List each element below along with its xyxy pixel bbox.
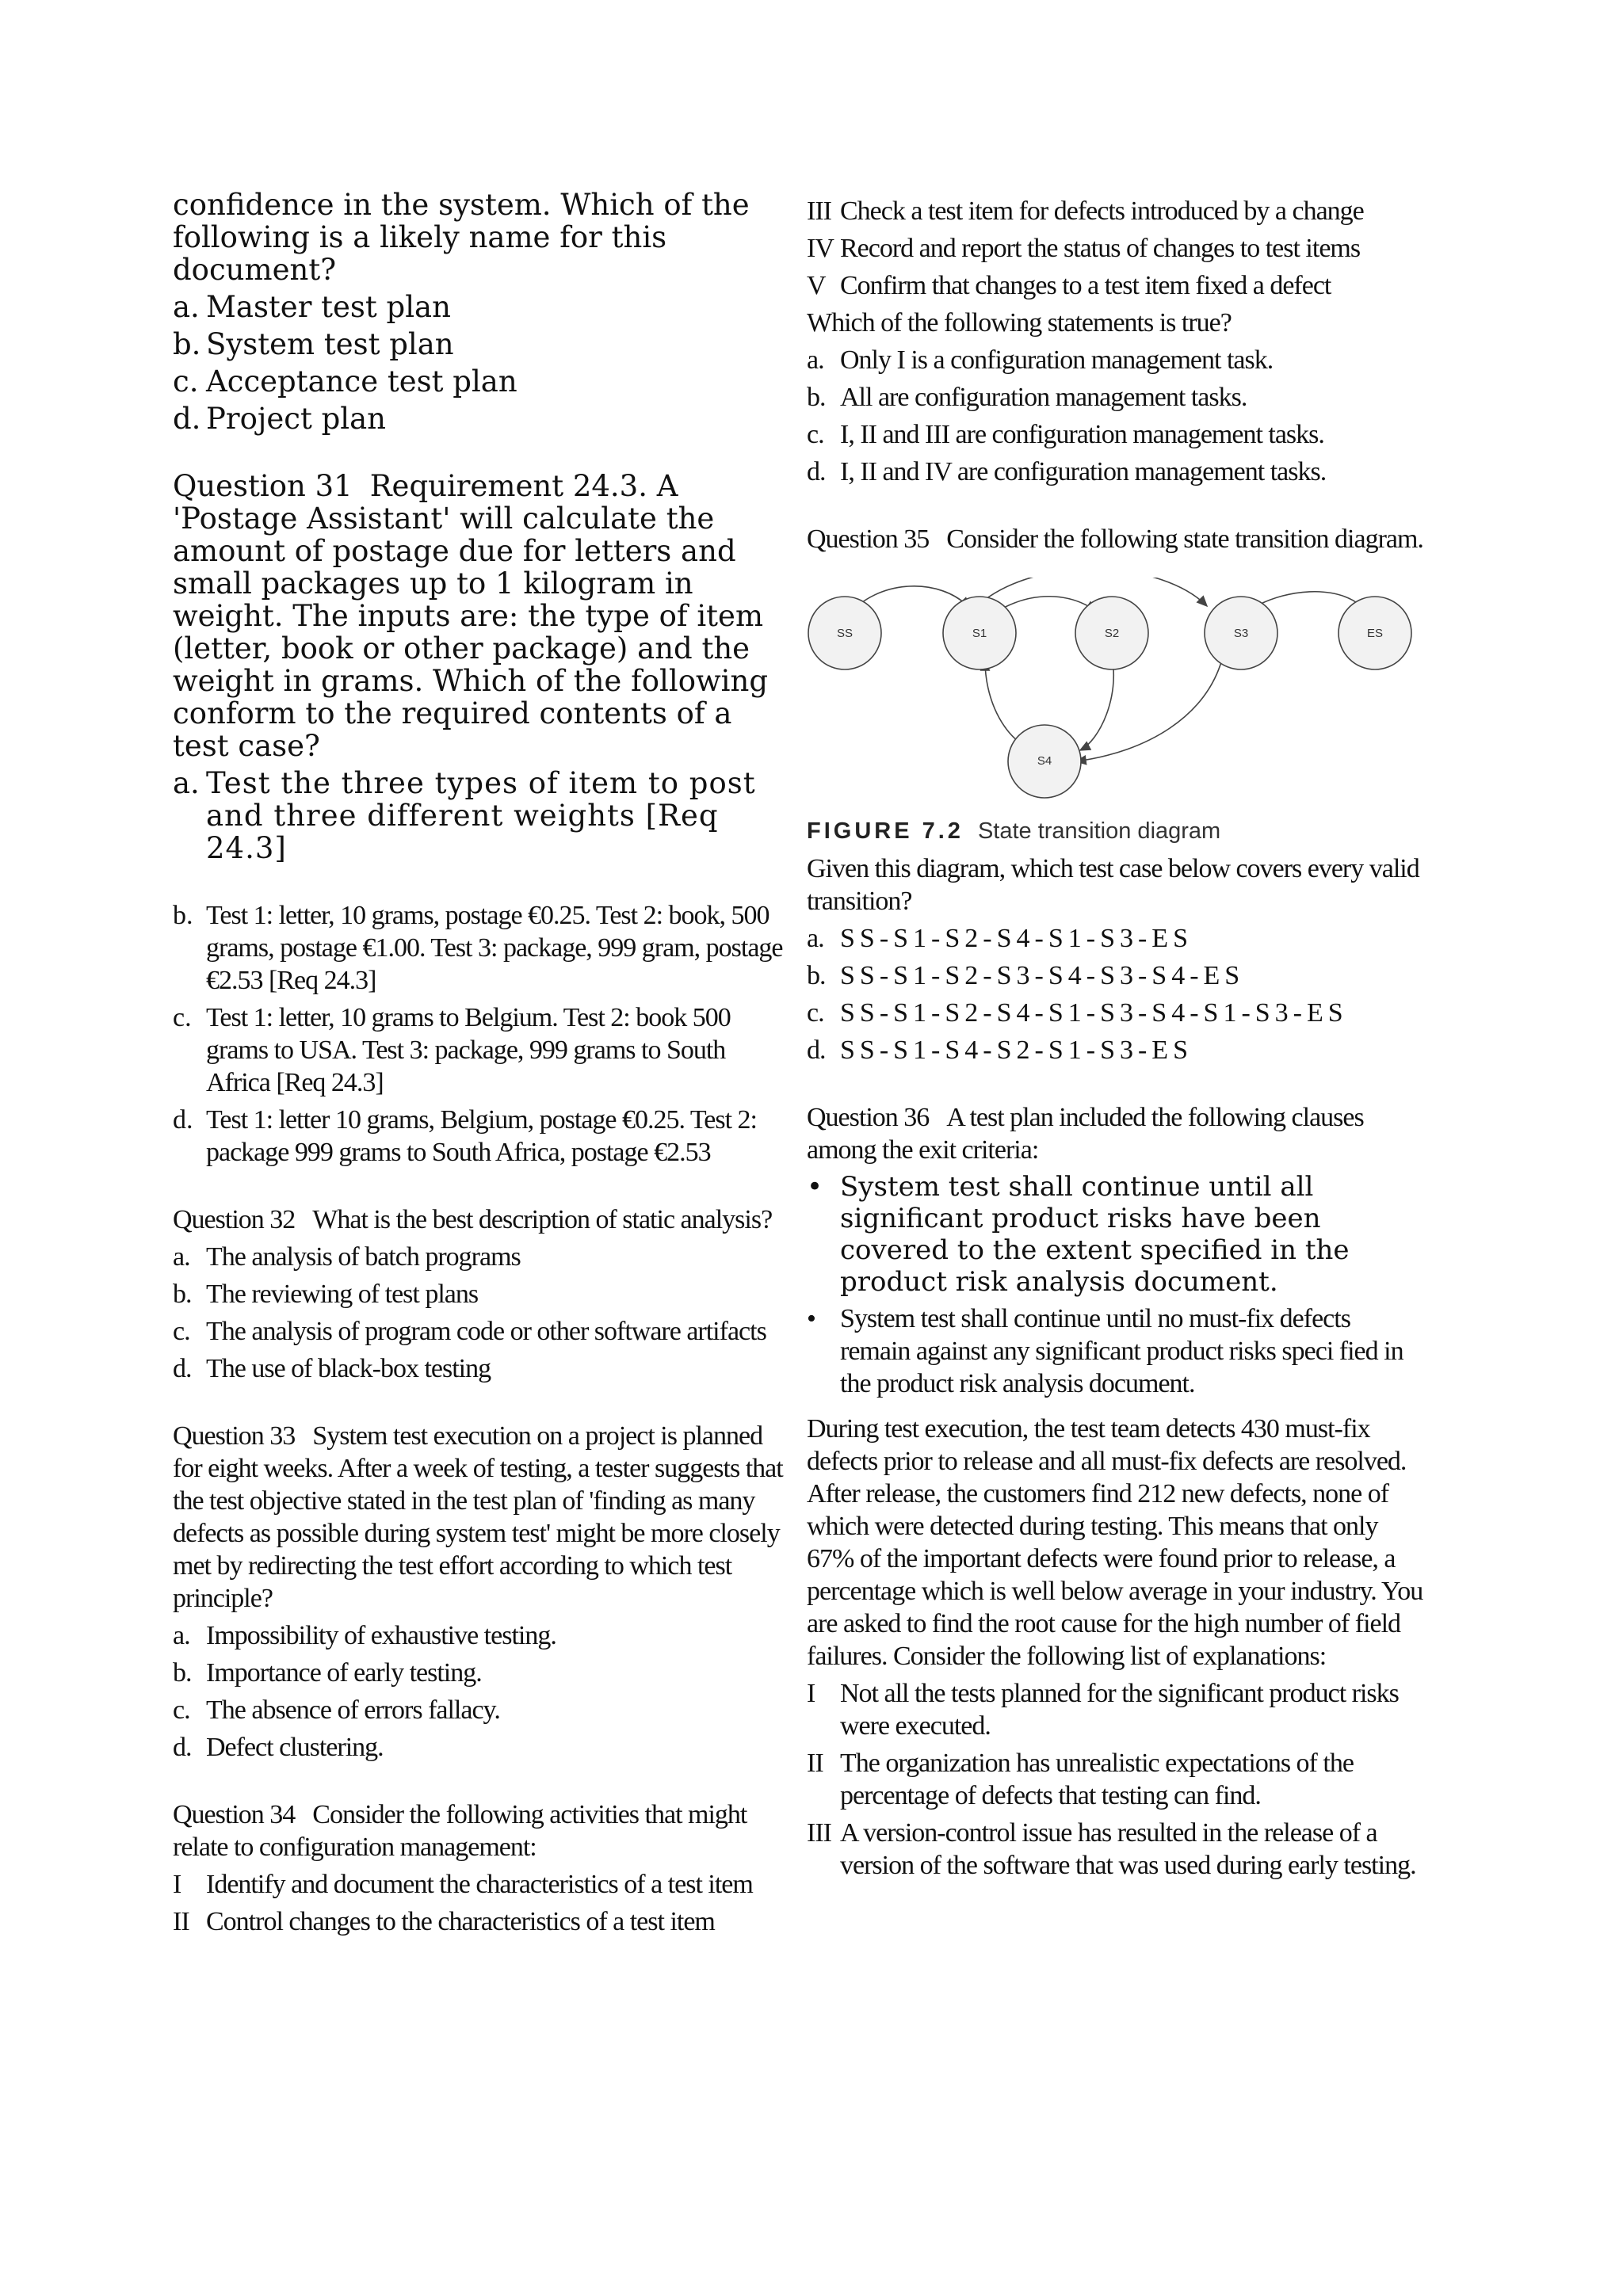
q34-option-c	[807, 418, 1425, 451]
option-text: The analysis of batch programs	[206, 1242, 521, 1272]
option-text: Defect clustering.	[206, 1733, 384, 1762]
exit-criterion-2: • System test shall continue until no must-fix defects remain against any significant product risks speci fied in the product risk analysis document.	[807, 1302, 1425, 1400]
bullet-text: System test shall continue until no must-fix defects remain against any significant product risks speci fied in the product risk analysis document.	[840, 1304, 1403, 1398]
option-label: b.	[173, 1658, 192, 1688]
q34-option-b	[807, 381, 1425, 414]
q35-option-a	[807, 922, 1425, 955]
option-text: The use of black-box testing	[206, 1354, 491, 1383]
option-text: Master test plan	[206, 290, 451, 324]
figure-title: State transition diagram	[977, 818, 1221, 844]
option-label: c.	[173, 1317, 190, 1346]
state-label-s4: S4	[1037, 754, 1052, 768]
q34-option-a	[807, 344, 1425, 376]
option-text: System test plan	[206, 327, 454, 361]
q36-body: During test execution, the test team detects 430 must-fix defects prior to release and all must-fix defects are resolved. After release, the customers find 212 new defects, none of which were detected during testing. This means that only 67% of the important defects were found prior to release, a percentage which is well below average in your industry. You are asked to find the root cause for the high number of field failures. Consider the following list of explanations:	[807, 1414, 1423, 1671]
roman-label: IV	[807, 234, 834, 263]
question-31	[173, 470, 783, 1169]
option-label: a.	[173, 766, 200, 800]
q34-question: Which of the following statements is true?	[807, 308, 1232, 338]
question-number: Question 32	[173, 1205, 296, 1234]
q33-option-a	[173, 1619, 783, 1652]
question-stem: Consider the following activities that might relate to configuration management:	[173, 1800, 747, 1862]
option-text: Acceptance test plan	[206, 364, 517, 399]
diagram-svg	[807, 578, 1425, 815]
question-number: Question 31	[173, 469, 353, 503]
option-label: c.	[807, 420, 824, 449]
q32-option-d	[173, 1352, 783, 1385]
option-text: Only I is a configuration management task.	[840, 345, 1274, 375]
explanation-i	[807, 1677, 1425, 1742]
q31-option-b	[173, 899, 783, 997]
activity-text: Record and report the status of changes to test items	[840, 234, 1361, 263]
question-32	[173, 1203, 783, 1385]
q31-option-c	[173, 1001, 783, 1099]
option-label: b.	[807, 383, 826, 412]
question-stem: What is the best description of static analysis?	[312, 1205, 773, 1234]
option-label: c.	[173, 1695, 190, 1725]
q32-option-b	[173, 1278, 783, 1310]
state-label-s1: S1	[972, 627, 987, 640]
activity-text: Check a test item for defects introduced by a change	[840, 196, 1364, 226]
q35-option-c	[807, 997, 1425, 1029]
state-label-s2: S2	[1104, 627, 1120, 640]
option-text: SS-S1-S2-S3-S4-S3-S4-ES	[840, 961, 1245, 990]
q30-option-d	[173, 402, 783, 435]
q35-question-block	[807, 852, 1425, 1066]
option-text: Importance of early testing.	[206, 1658, 482, 1688]
q34-activity-iv	[807, 232, 1425, 265]
explanation-text: The organization has unrealistic expectations of the percentage of defects that testing can find.	[840, 1749, 1354, 1810]
state-transition-diagram	[807, 578, 1425, 815]
right-column	[807, 195, 1425, 1886]
question-number: Question 33	[173, 1421, 296, 1451]
q31-option-a	[173, 767, 783, 864]
question-35	[807, 523, 1425, 555]
explanation-text: Not all the tests planned for the significant product risks were executed.	[840, 1679, 1399, 1741]
roman-label: III	[807, 196, 831, 226]
option-text: Test 1: letter, 10 grams to Belgium. Test 2: book 500 grams to USA. Test 3: package, 999 grams to South Africa [Req 24.3]	[206, 1003, 731, 1097]
option-label: a.	[173, 290, 200, 324]
q31-option-d	[173, 1104, 783, 1169]
roman-label: I	[807, 1679, 815, 1708]
option-text: The analysis of program code or other software artifacts	[206, 1317, 766, 1346]
explanation-text: A version-control issue has resulted in the release of a version of the software that was used during early testing.	[840, 1818, 1416, 1880]
option-text: SS-S1-S4-S2-S1-S3-ES	[840, 1035, 1193, 1065]
q36-explanations	[807, 1677, 1425, 1882]
question-stem: System test execution on a project is planned for eight weeks. After a week of testing, a tester suggests that the test objective stated in the test plan of 'finding as many defects as possible during system test' might be more closely met by redirecting the test effort according to which test principle?	[173, 1421, 783, 1613]
question-34	[173, 1798, 783, 1938]
question-33	[173, 1420, 783, 1764]
option-label: b.	[173, 327, 201, 361]
option-text: Impossibility of exhaustive testing.	[206, 1621, 556, 1650]
transition-s1-s2	[1001, 597, 1096, 611]
option-label: d.	[173, 1105, 193, 1135]
activity-text: Control changes to the characteristics of a test item	[206, 1907, 715, 1936]
q34-activity-iii	[807, 195, 1425, 227]
q30-option-a	[173, 291, 783, 323]
intro-text: confidence in the system. Which of the following is a likely name for this document?	[173, 188, 750, 287]
option-label: b.	[173, 1280, 192, 1309]
option-label: b.	[173, 901, 193, 930]
figure-caption	[807, 818, 1425, 845]
explanation-ii	[807, 1747, 1425, 1812]
q30-options	[173, 291, 783, 435]
roman-label: I	[173, 1870, 181, 1899]
option-label: a.	[173, 1242, 190, 1272]
activity-text: Identify and document the characteristics of a test item	[206, 1870, 753, 1899]
q33-option-c	[173, 1694, 783, 1726]
question-number: Question 34	[173, 1800, 296, 1829]
q34-activity-v	[807, 269, 1425, 302]
q35-option-d	[807, 1034, 1425, 1066]
option-text: SS-S1-S2-S4-S1-S3-S4-S1-S3-ES	[840, 998, 1348, 1028]
option-label: a.	[173, 1621, 190, 1650]
q33-option-b	[173, 1657, 783, 1689]
q35-option-b	[807, 959, 1425, 992]
option-text: I, II and IV are configuration management tasks.	[840, 457, 1327, 486]
transition-s2-s4	[1080, 657, 1113, 750]
option-label: b.	[807, 961, 826, 990]
exit-criterion-1: • System test shall continue until all significant product risks have been covered to the extent specified in the product risk analysis document.	[807, 1171, 1425, 1298]
activity-text: Confirm that changes to a test item fixed a defect	[840, 271, 1331, 300]
option-text: SS-S1-S2-S4-S1-S3-ES	[840, 924, 1193, 953]
q35-question: Given this diagram, which test case below covers every valid transition?	[807, 854, 1419, 916]
transition-s3-s4	[1076, 657, 1223, 761]
question-number: Question 36	[807, 1103, 930, 1132]
option-text: Project plan	[206, 402, 386, 436]
state-label-ss: SS	[836, 627, 854, 640]
option-text: Test 1: letter, 10 grams, postage €0.25. Test 2: book, 500 grams, postage €1.00. Test 3: package, 999 gram, postage €2.53 [Req 24.3]	[206, 901, 783, 995]
option-text: The reviewing of test plans	[206, 1280, 479, 1309]
q33-option-d	[173, 1731, 783, 1764]
state-label-s3: S3	[1233, 627, 1249, 640]
question-number: Question 35	[807, 524, 930, 554]
q34-option-d	[807, 456, 1425, 488]
left-column	[173, 189, 783, 1943]
option-label: d.	[173, 402, 201, 436]
question-stem: A test plan included the following clauses among the exit criteria:	[807, 1103, 1364, 1165]
option-label: c.	[173, 1003, 192, 1032]
q32-option-a	[173, 1241, 783, 1273]
q30-option-b	[173, 328, 783, 360]
q34-activity-ii	[173, 1905, 783, 1938]
option-label: a.	[807, 345, 824, 375]
state-label-es: ES	[1366, 627, 1384, 640]
option-label: d.	[173, 1733, 192, 1762]
question-stem: Requirement 24.3. A 'Postage Assistant' will calculate the amount of postage due for letters and small packages up to 1 kilogram in weight. The inputs are: the type of item (letter, book or other package) and the weight in grams. Which of the following conform to the required contents of a test case?	[173, 469, 769, 763]
option-label: c.	[173, 364, 199, 399]
option-label: a.	[807, 924, 824, 953]
option-label: c.	[807, 998, 824, 1028]
explanation-iii	[807, 1817, 1425, 1882]
bullet-text: System test shall continue until all significant product risks have been covered to the extent specified in the product risk analysis document.	[840, 1171, 1350, 1298]
question-stem: Consider the following state transition diagram.	[946, 524, 1423, 554]
q32-option-c	[173, 1315, 783, 1348]
roman-label: II	[807, 1749, 823, 1778]
q30-option-c	[173, 365, 783, 398]
roman-label: V	[807, 271, 826, 300]
q34-continued	[807, 195, 1425, 488]
option-text: Test 1: letter 10 grams, Belgium, postage €0.25. Test 2: package 999 grams to South Africa, postage €2.53	[206, 1105, 758, 1167]
roman-label: II	[173, 1907, 189, 1936]
option-text: The absence of errors fallacy.	[206, 1695, 500, 1725]
q34-activity-i	[173, 1868, 783, 1901]
option-text: Test the three types of item to post and three different weights [Req 24.3]	[206, 766, 756, 865]
question-36	[807, 1101, 1425, 1882]
option-label: d.	[173, 1354, 192, 1383]
option-label: d.	[807, 1035, 826, 1065]
roman-label: III	[807, 1818, 831, 1848]
option-label: d.	[807, 457, 826, 486]
option-text: All are configuration management tasks.	[840, 383, 1247, 412]
option-text: I, II and III are configuration management tasks.	[840, 420, 1324, 449]
figure-label: FIGURE 7.2	[807, 818, 964, 844]
